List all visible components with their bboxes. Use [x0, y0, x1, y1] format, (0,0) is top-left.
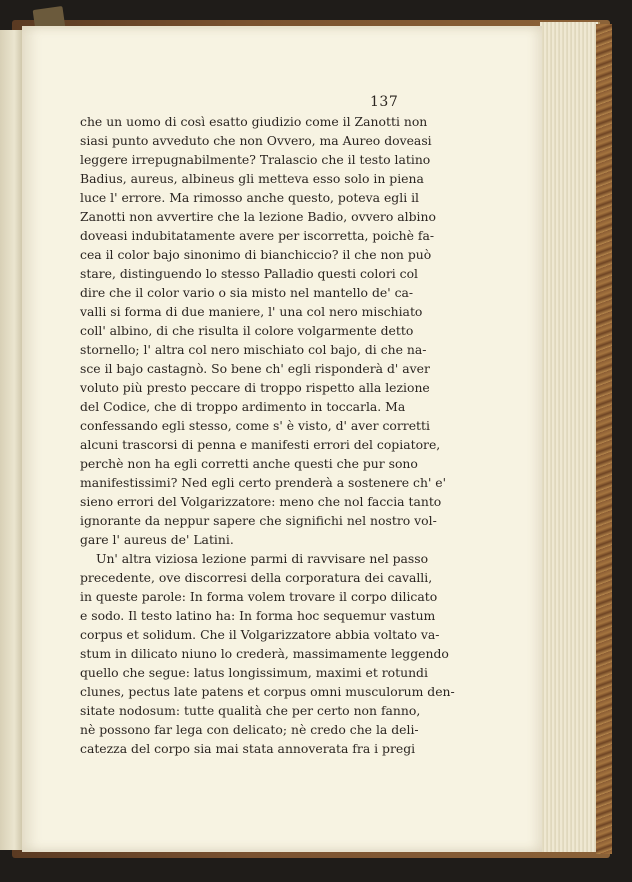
text-line: nè possono far lega con delicato; nè credo che la deli- — [80, 722, 419, 737]
text-line: dire che il color vario o sia misto nel mantello de' ca- — [80, 285, 414, 300]
page-block-edges — [540, 22, 600, 852]
body-text — [80, 112, 455, 758]
text-line: Un' altra viziosa lezione parmi di ravvisare nel passo — [96, 551, 429, 566]
text-line: che un uomo di così esatto giudizio come il Zanotti non — [80, 114, 428, 129]
text-line: manifestissimi? Ned egli certo prenderà a sostenere ch' e' — [80, 475, 447, 490]
text-line: Badius, aureus, albineus gli metteva esso solo in piena — [80, 171, 424, 186]
text-line: sieno errori del Volgarizzatore: meno che nol faccia tanto — [80, 494, 442, 509]
text-line: voluto più presto peccare di troppo rispetto alla lezione — [80, 380, 430, 395]
text-line: clunes, pectus late patens et corpus omni musculorum den- — [80, 684, 455, 699]
text-line: in queste parole: In forma volem trovare il corpo dilicato — [80, 589, 438, 604]
text-line: doveasi indubitatamente avere per iscorretta, poichè fa- — [80, 228, 435, 243]
text-line: stum in dilicato niuno lo crederà, massimamente leggendo — [80, 646, 449, 661]
text-line: sitate nodosum: tutte qualità che per certo non fanno, — [80, 703, 421, 718]
text-line: Zanotti non avvertire che la lezione Badio, ovvero albino — [80, 209, 436, 224]
text-line: confessando egli stesso, come s' è visto, d' aver corretti — [80, 418, 430, 433]
text-line: alcuni trascorsi di penna e manifesti errori del copiatore, — [80, 437, 441, 452]
page-number: 137 — [370, 94, 399, 110]
text-line: siasi punto avveduto che non Ovvero, ma Aureo doveasi — [80, 133, 432, 148]
text-line: catezza del corpo sia mai stata annoverata fra i pregi — [80, 741, 416, 756]
text-line: e sodo. Il testo latino ha: In forma hoc sequemur vastum — [80, 608, 436, 623]
text-line: corpus et solidum. Che il Volgarizzatore abbia voltato va- — [80, 627, 440, 642]
text-line: del Codice, che di troppo ardimento in toccarla. Ma — [80, 399, 406, 414]
text-line: coll' albino, di che risulta il colore volgarmente detto — [80, 323, 414, 338]
text-line: precedente, ove discorresi della corporatura dei cavalli, — [80, 570, 433, 585]
text-line: ignorante da neppur sapere che significhi nel nostro vol- — [80, 513, 437, 528]
text-line: leggere irrepugnabilmente? Tralascio che il testo latino — [80, 152, 431, 167]
text-line: stare, distinguendo lo stesso Palladio questi colori col — [80, 266, 419, 281]
text-line: quello che segue: latus longissimum, maximi et rotundi — [80, 665, 428, 680]
marbled-fore-edge — [596, 24, 612, 854]
text-line: sce il bajo castagnò. So bene ch' egli risponderà d' aver — [80, 361, 430, 376]
text-line: valli si forma di due maniere, l' una col nero mischiato — [80, 304, 423, 319]
text-line: stornello; l' altra col nero mischiato col bajo, di che na- — [80, 342, 427, 357]
text-line: cea il color bajo sinonimo di bianchiccio? il che non può — [80, 247, 432, 262]
text-line: gare l' aureus de' Latini. — [80, 532, 234, 547]
text-line: perchè non ha egli corretti anche questi che pur sono — [80, 456, 418, 471]
text-line: luce l' errore. Ma rimosso anche questo, poteva egli il — [80, 190, 420, 205]
left-page-edge — [0, 30, 24, 850]
